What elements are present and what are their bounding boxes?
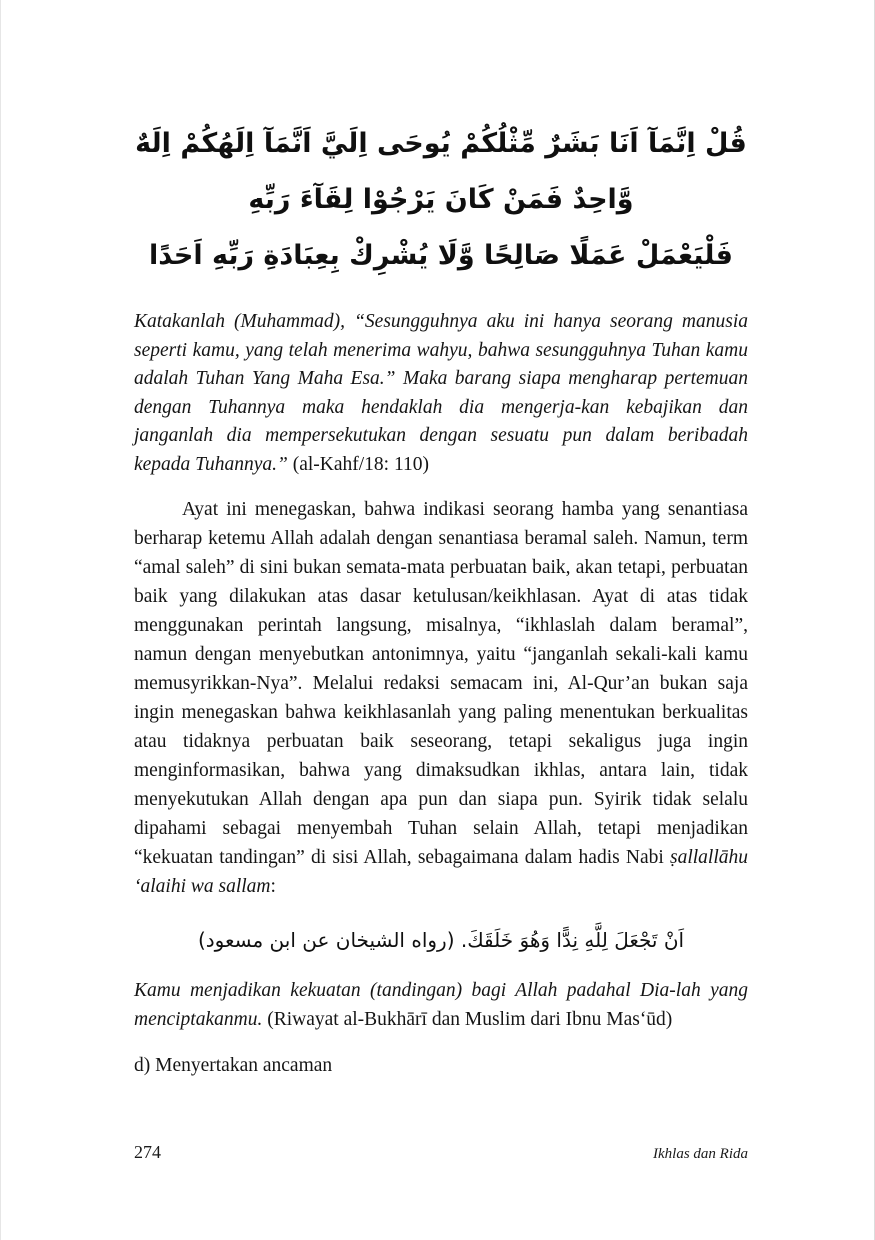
hadith-attribution: (Riwayat al-Bukhārī dan Muslim dari Ibnu Mas‘ūd)	[262, 1008, 673, 1030]
quran-reference: (al-Kahf/18: 110)	[287, 453, 429, 475]
quran-verse-line1: قُلْ اِنَّمَآ اَنَا بَشَرٌ مِّثْلُكُمْ يُوحَى اِلَيَّ اَنَّمَآ اِلَهُكُمْ اِلَهٌ وَّاحِدٌ فَمَنْ كَانَ يَرْجُوْا لِقَآءَ رَبِّهِ	[135, 128, 747, 215]
hadith-arabic: اَنْ تَجْعَلَ لِلَّهِ نِدًّا وَهُوَ خَلَقَكَ. (رواه الشيخان عن ابن مسعود)	[197, 928, 685, 952]
quran-verse-arabic	[134, 116, 748, 284]
body-paragraph-text: Ayat ini menegaskan, bahwa indikasi seorang hamba yang senantiasa berharap ketemu Allah adalah dengan senantiasa beramal saleh. Namun, term “amal saleh” di sini bukan semata-mata perbuatan baik, akan tetapi, perbuatan baik yang dilakukan atas dasar ketulusan/keikhlasan. Ayat di atas tidak menggunakan perintah langsung, misalnya, “ikhlaslah dalam beramal”, namun dengan menyebutkan antonimnya, yaitu “janganlah sekali-kali kamu memusyrikkan-Nya”. Melalui redaksi semacam ini, Al-Qur’an bukan saja ingin menegaskan bahwa keikhlasanlah yang paling menentukan berkualitas atau tidaknya perbuatan baik seseorang, tetapi sekaligus juga ingin menginformasikan, bahwa yang dimaksudkan ikhlas, antara lain, tidak menyekutukan Allah dengan apa pun dan siapa pun. Syirik tidak selalu dipahami sebagai menyembah Tuhan selain Allah, tetapi menjadikan “kekuatan tandingan” di sisi Allah, sebagaimana dalam hadis Nabi	[134, 499, 748, 868]
running-title: Ikhlas dan Rida	[653, 1146, 748, 1162]
body-paragraph-arabic-honorific: ṣallallāhu ‘alaihi wa sallam	[134, 847, 748, 897]
body-paragraph-colon: :	[270, 876, 276, 897]
quran-translation	[134, 308, 748, 479]
quran-translation-text: Katakanlah (Muhammad), “Sesungguhnya aku ini hanya seorang manusia seperti kamu, yang telah menerima wahyu, bahwa sesungguhnya Tuhan kamu adalah Tuhan Yang Maha Esa.” Maka barang siapa mengharap pertemuan dengan Tuhannya maka hendaklah dia mengerja-kan kebajikan dan janganlah dia mempersekutukan dengan sesuatu pun dalam beribadah kepada Tuhannya.”	[134, 311, 748, 475]
section-item-d: d) Menyertakan ancaman	[134, 1055, 333, 1076]
page-footer	[134, 1142, 748, 1163]
body-paragraph	[134, 495, 748, 901]
quran-verse-line2: فَلْيَعْمَلْ عَمَلًا صَالِحًا وَّلَا يُشْرِكْ بِعِبَادَةِ رَبِّهِ اَحَدًا	[149, 240, 733, 271]
hadith-translation-text: Kamu menjadikan kekuatan (tandingan) bagi Allah padahal Dia-lah yang menciptakanmu.	[134, 980, 748, 1030]
page-content	[134, 116, 748, 1080]
hadith-translation	[134, 977, 748, 1034]
page-number: 274	[134, 1142, 161, 1162]
